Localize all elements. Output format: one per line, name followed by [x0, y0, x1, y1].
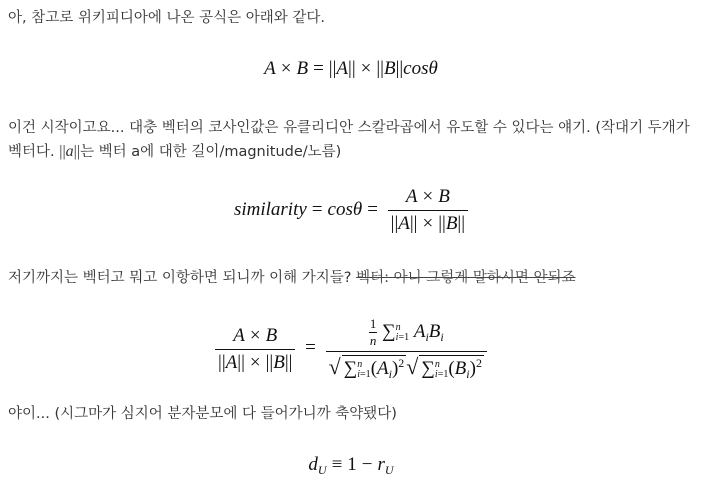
rhs-fraction: $\frac{1}{n}$ ∑n i=1 $A_iB_i$ √ ∑n $i=1(A_i)^2√$ ∑n $i=1(B_i)^2$ — [326, 316, 487, 382]
paragraph-transition — [8, 266, 694, 290]
paragraph-intro — [8, 6, 694, 30]
paragraph-intro-text: 아, 참고로 위키피디아에 나온 공식은 아래와 같다. — [8, 10, 326, 26]
paragraph-sigma-note — [8, 402, 694, 426]
formula-similarity: similarity = cosθ = $\frac{A \times B}{||A|| \times ||B||}$ — [0, 186, 702, 235]
paragraph-transition-text: 저기까지는 벡터고 뭐고 이항하면 되니까 이해 가지들? — [8, 270, 357, 286]
formula-expanded-cosine: $\frac{A \times B}{||A|| \times ||B||}$ = $\frac{1}{n}$ ∑n i=1 $A_iB_i$ √ ∑n $i=1(A_i)^2√$ ∑n $i=1(B_i)^2$ — [0, 316, 702, 382]
lhs-fraction: $\frac{A \times B}{||A|| \times ||B||}$ — [215, 325, 295, 374]
struck-joke-text: 벡터: 아니 그렇게 말하시면 안되죠 — [356, 270, 576, 286]
inline-norm-a: ||a|| — [59, 143, 81, 160]
paragraph-explanation-text-2: 는 벡터 a에 대한 길이/magnitude/노름) — [80, 144, 342, 160]
formula-distance: $d_U \equiv 1 - r_U$ — [308, 454, 394, 477]
paragraph-explanation — [8, 116, 694, 164]
similarity-fraction: $\frac{A \times B}{||A|| \times ||B||}$ — [388, 186, 468, 235]
paragraph-explanation-text-1: 이건 시작이고요... 대충 벡터의 코사인값은 유클리디안 스칼라곱에서 유도할 수 있다는 얘기. (작대기 두개가 벡터다. — [8, 120, 690, 160]
formula-dot-product: A × B = ||A|| × ||B||cosθ — [264, 58, 438, 79]
paragraph-sigma-note-text: 야이... (시그마가 심지어 분자분모에 다 들어가니까 축약됐다) — [8, 406, 397, 422]
